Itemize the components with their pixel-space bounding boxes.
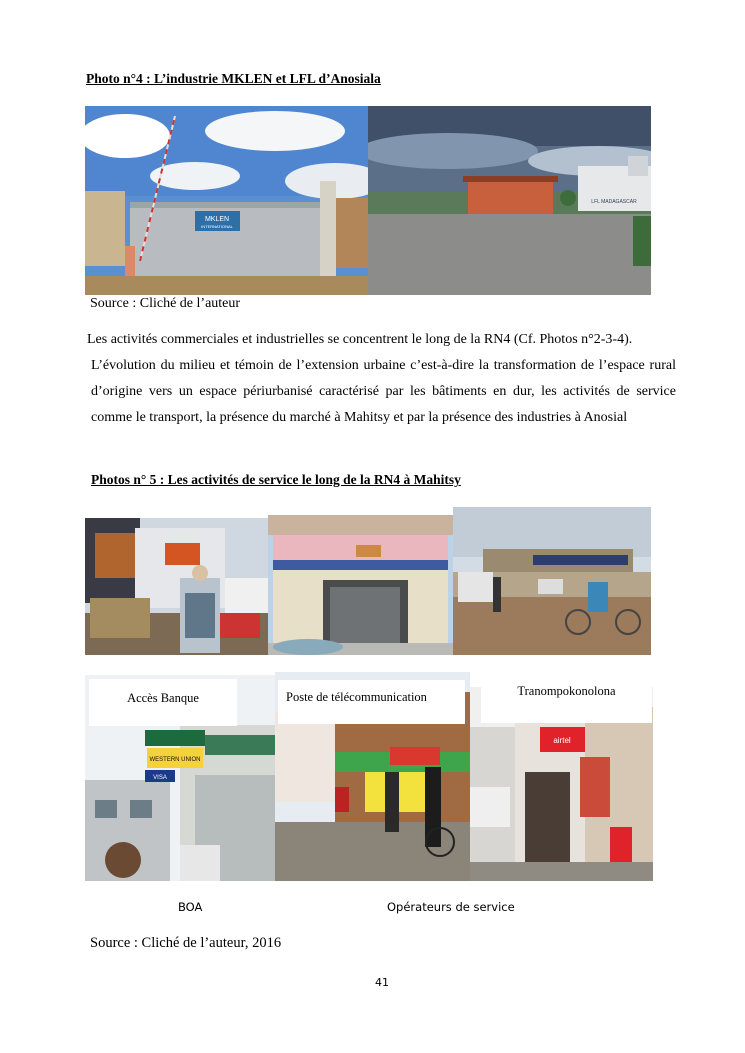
caption-service-operators: Opérateurs de service	[387, 900, 515, 914]
mklen-sign-subtext: INTERNATIONAL	[201, 224, 233, 229]
airtel-sign: airtel	[553, 736, 571, 745]
source-caption-2: Source : Cliché de l’auteur, 2016	[90, 935, 282, 951]
source-caption-1: Source : Cliché de l’auteur	[90, 296, 241, 311]
lfl-sign-text: LFL MADAGASCAR	[591, 199, 637, 205]
paragraph-first-line: Les activités commerciales et industrielles se concentrent le long de la RN4 (Cf. Photos n°2-3-4).	[87, 332, 633, 347]
label-telecom-post: Poste de télécommunication	[278, 680, 465, 724]
photo-5-heading: Photos n° 5 : Les activités de service le long de la RN4 à Mahitsy	[91, 472, 461, 487]
photo-bank-street	[85, 518, 268, 655]
photo-4-heading: Photo n°4 : L’industrie MKLEN et LFL d’Anosiala	[86, 71, 381, 86]
paragraph-body: L’évolution du milieu et témoin de l’extension urbaine c’est-à-dire la transformation de l’espace rural d’origine vers un espace périurbanisé caractérisé par les bâtiments en dur, les activités de service comme le transport, la présence du marché à Mahitsy et par la présence des industries à Anosial	[91, 358, 676, 425]
photo-lfl-industry	[368, 106, 651, 295]
photo-telecom-post	[268, 515, 453, 655]
caption-boa: BOA	[178, 900, 203, 914]
label-tranompokonolona: Tranompokonolona	[481, 673, 652, 723]
page-number: 41	[375, 976, 389, 989]
visa-sign: VISA	[153, 775, 167, 781]
photo-tranompokonolona	[453, 507, 651, 655]
label-bank-access: Accès Banque	[89, 679, 237, 726]
mklen-sign-text: MKLEN	[204, 216, 230, 223]
western-union-sign: WESTERN UNION	[149, 757, 201, 763]
photo-mklen-gate	[85, 106, 368, 295]
